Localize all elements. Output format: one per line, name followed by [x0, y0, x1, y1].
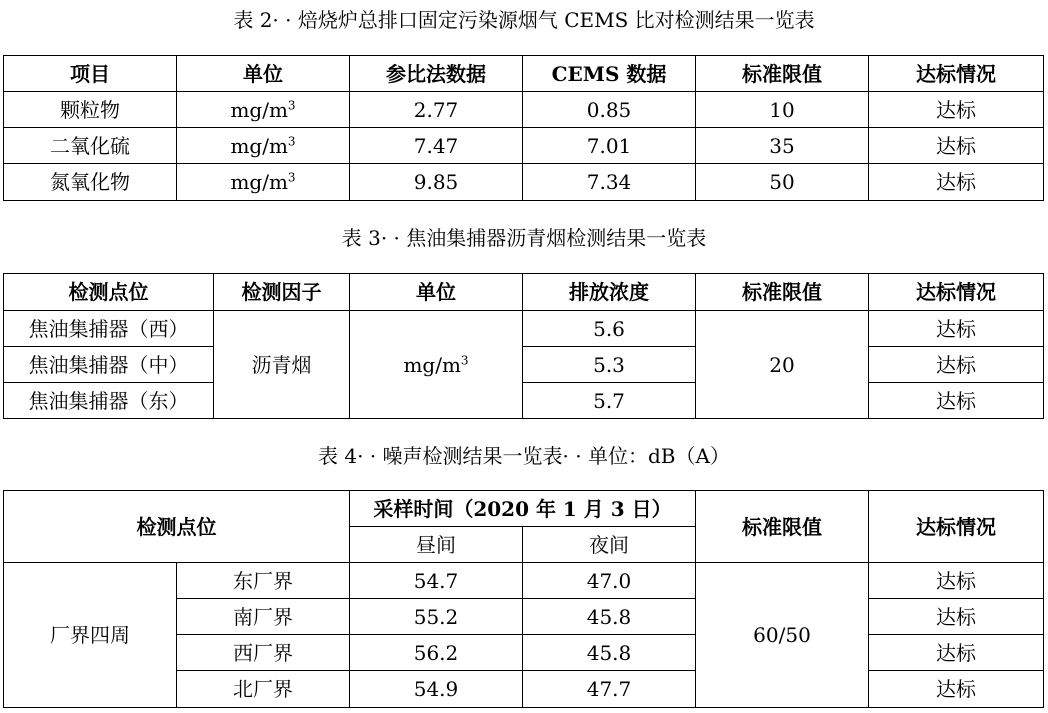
table-row	[4, 164, 1044, 201]
item-cell: 氮氧化物	[4, 164, 177, 201]
concentration-cell: 5.3	[523, 347, 696, 383]
header-daytime: 昼间	[350, 527, 523, 563]
header-point: 检测点位	[4, 491, 350, 563]
table-row	[4, 128, 1044, 164]
header-status: 达标情况	[869, 56, 1044, 92]
header-nighttime: 夜间	[523, 527, 696, 563]
point-cell: 北厂界	[177, 671, 350, 708]
status-cell: 达标	[869, 311, 1044, 347]
table-row	[4, 347, 1044, 383]
header-limit: 标准限值	[696, 274, 869, 311]
table-row	[4, 311, 1044, 347]
header-unit: 单位	[350, 274, 523, 311]
header-item: 项目	[4, 56, 177, 92]
point-cell: 焦油集捕器（西）	[4, 311, 214, 347]
table4-noise	[3, 490, 1044, 708]
limit-cell: 50	[696, 164, 869, 201]
night-cell: 47.7	[523, 671, 696, 708]
status-cell: 达标	[869, 164, 1044, 201]
header-status: 达标情况	[869, 274, 1044, 311]
header-ref-data: 参比法数据	[350, 56, 523, 92]
header-sampling-time: 采样时间（2020 年 1 月 3 日）	[350, 491, 696, 527]
header-status: 达标情况	[869, 491, 1044, 563]
limit-cell: 35	[696, 128, 869, 164]
point-cell: 焦油集捕器（中）	[4, 347, 214, 383]
status-cell: 达标	[869, 599, 1044, 635]
status-cell: 达标	[869, 563, 1044, 599]
table2-cems-comparison	[3, 55, 1044, 201]
unit-cell: $mg/m^3$	[177, 128, 350, 164]
ref-cell: 9.85	[350, 164, 523, 201]
day-cell: 55.2	[350, 599, 523, 635]
night-cell: 45.8	[523, 635, 696, 671]
status-cell: 达标	[869, 92, 1044, 128]
table3-header-row	[4, 274, 1044, 311]
table3-caption: 表 3· · 焦油集捕器沥青烟检测结果一览表	[341, 226, 707, 250]
table-row	[4, 563, 1044, 599]
concentration-cell: 5.6	[523, 311, 696, 347]
table-row	[4, 383, 1044, 419]
point-cell: 东厂界	[177, 563, 350, 599]
ref-cell: 2.77	[350, 92, 523, 128]
table2-header-row	[4, 56, 1044, 92]
cems-cell: 7.34	[523, 164, 696, 201]
status-cell: 达标	[869, 347, 1044, 383]
cems-cell: 0.85	[523, 92, 696, 128]
status-cell: 达标	[869, 128, 1044, 164]
night-cell: 47.0	[523, 563, 696, 599]
table3-asphalt-fume	[3, 273, 1044, 419]
header-unit: 单位	[177, 56, 350, 92]
limit-cell: 60/50	[696, 563, 869, 708]
factor-cell: 沥青烟	[214, 311, 350, 419]
header-concentration: 排放浓度	[523, 274, 696, 311]
unit-cell: $mg/m^3$	[177, 92, 350, 128]
item-cell: 二氧化硫	[4, 128, 177, 164]
day-cell: 54.9	[350, 671, 523, 708]
item-cell: 颗粒物	[4, 92, 177, 128]
ref-cell: 7.47	[350, 128, 523, 164]
group-cell: 厂界四周	[4, 563, 177, 708]
day-cell: 54.7	[350, 563, 523, 599]
table4-header-row	[4, 491, 1044, 527]
table4-caption: 表 4· · 噪声检测结果一览表· · 单位：dB（A）	[318, 444, 730, 468]
point-cell: 焦油集捕器（东）	[4, 383, 214, 419]
night-cell: 45.8	[523, 599, 696, 635]
limit-cell: 20	[696, 311, 869, 419]
header-point: 检测点位	[4, 274, 214, 311]
point-cell: 南厂界	[177, 599, 350, 635]
day-cell: 56.2	[350, 635, 523, 671]
header-limit: 标准限值	[696, 491, 869, 563]
point-cell: 西厂界	[177, 635, 350, 671]
table2-caption: 表 2· · 焙烧炉总排口固定污染源烟气 CEMS 比对检测结果一览表	[233, 8, 815, 32]
unit-cell: $mg/m^3$	[177, 164, 350, 201]
status-cell: 达标	[869, 635, 1044, 671]
unit-cell: $mg/m^3$	[350, 311, 523, 419]
header-factor: 检测因子	[214, 274, 350, 311]
concentration-cell: 5.7	[523, 383, 696, 419]
header-limit: 标准限值	[696, 56, 869, 92]
limit-cell: 10	[696, 92, 869, 128]
table-row	[4, 92, 1044, 128]
cems-cell: 7.01	[523, 128, 696, 164]
status-cell: 达标	[869, 383, 1044, 419]
status-cell: 达标	[869, 671, 1044, 708]
header-cems-data: CEMS 数据	[523, 56, 696, 92]
